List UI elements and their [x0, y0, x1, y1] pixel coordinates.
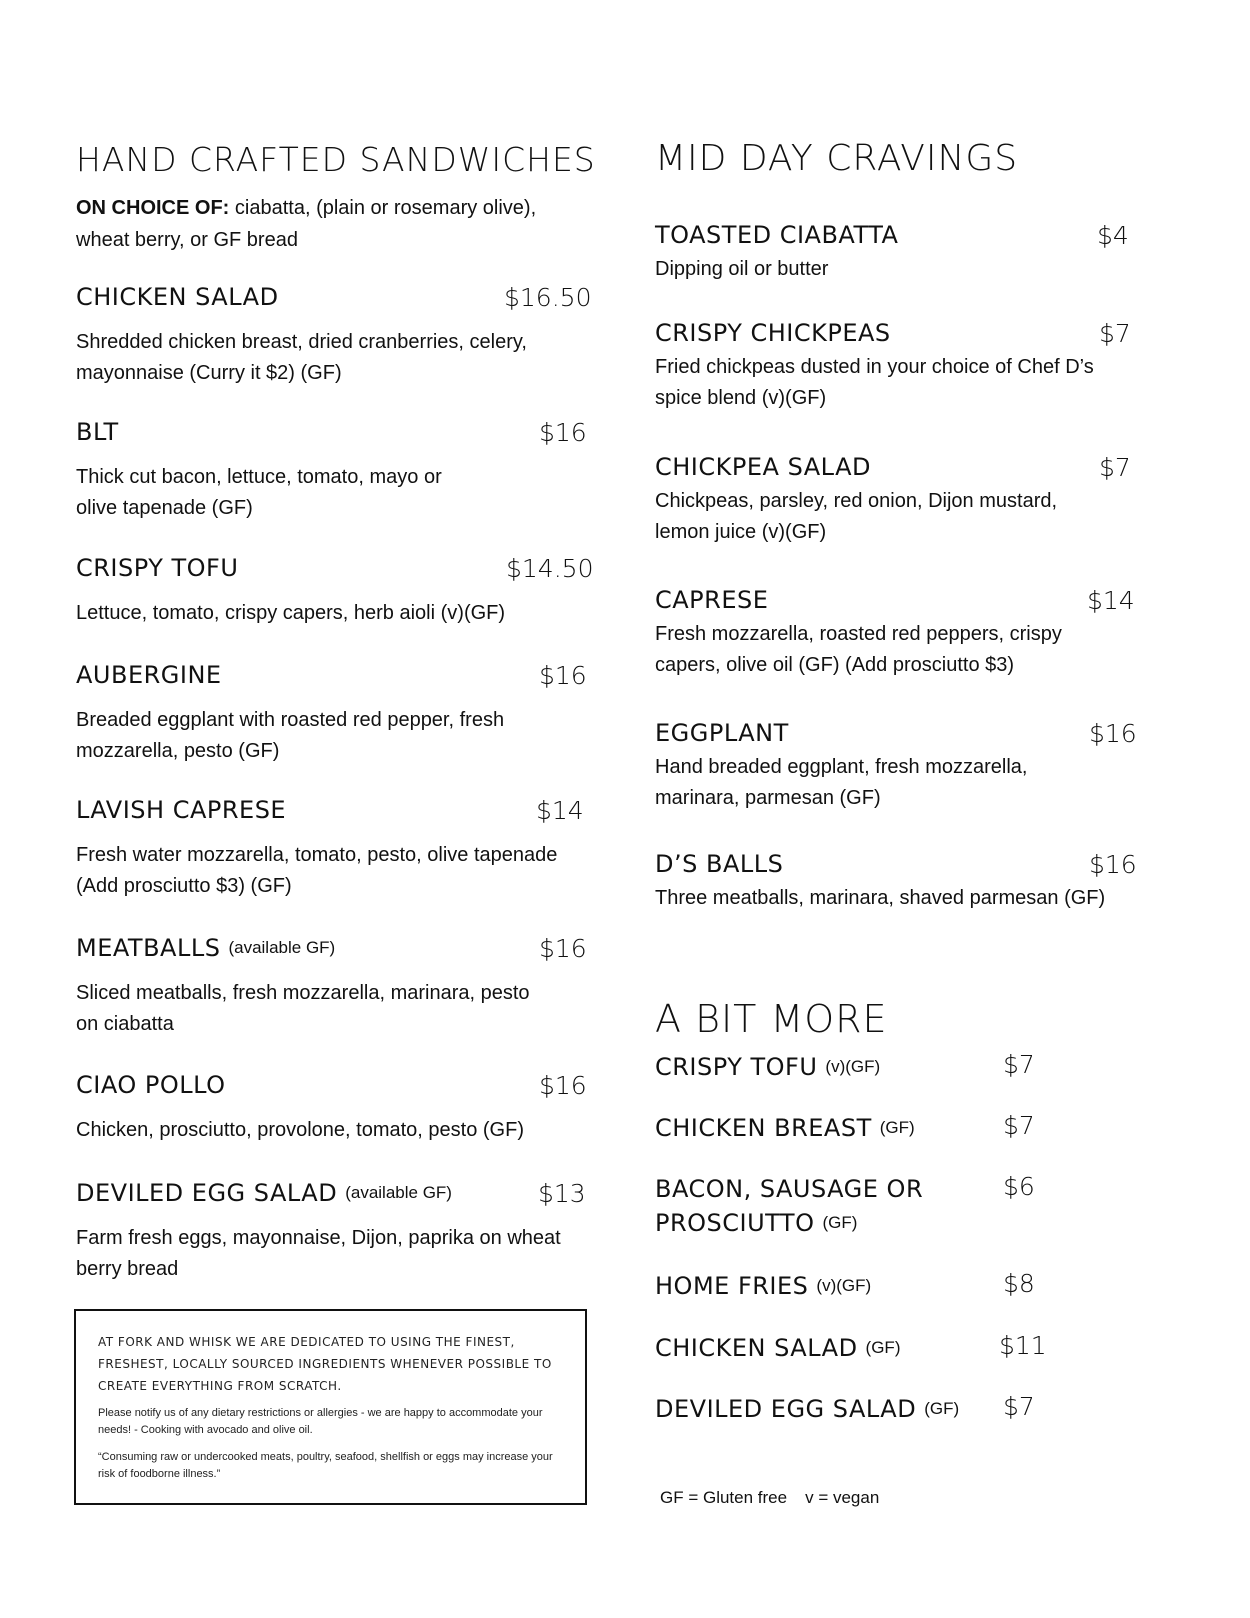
item-name	[655, 1269, 871, 1306]
item-description: Dipping oil or butter	[655, 258, 829, 280]
cravings-heading: MID DAY CRAVINGS	[655, 138, 1019, 179]
item-price: $16	[1089, 719, 1137, 748]
item-price: $14	[536, 796, 584, 825]
item-name	[655, 1172, 923, 1243]
item-price: $16	[539, 1071, 587, 1100]
item-note: (v)(GF)	[816, 1276, 872, 1295]
item-note: (GF)	[879, 1118, 915, 1137]
item-description: Fried chickpeas dusted in your choice of Chef D’s spice blend (v)(GF)	[655, 356, 1094, 409]
mission-statement: AT FORK AND WHISK WE ARE DEDICATED TO USING THE FINEST, FRESHEST, LOCALLY SOURCED INGREDIENTS WHENEVER POSSIBLE TO CREATE EVERYTHING FROM SCRATCH.	[98, 1335, 552, 1393]
item-name: LAVISH CAPRESE	[76, 796, 287, 824]
item-price: $16.50	[504, 283, 592, 312]
item-name: CIAO POLLO	[76, 1071, 226, 1099]
item-price: $7	[1003, 1392, 1035, 1421]
item-description: Three meatballs, marinara, shaved parmesan (GF)	[655, 887, 1106, 909]
item-name: AUBERGINE	[76, 661, 222, 689]
item-name	[76, 934, 335, 962]
item-description: Farm fresh eggs, mayonnaise, Dijon, paprika on wheat berry bread	[76, 1227, 561, 1280]
item-name-text: CHICKEN BREAST	[655, 1114, 872, 1142]
item-note: (GF)	[822, 1213, 858, 1232]
item-price: $6	[1003, 1172, 1035, 1201]
item-price: $14	[1087, 586, 1135, 615]
item-name: EGGPLANT	[655, 719, 789, 747]
item-price: $14.50	[506, 554, 594, 583]
item-price: $4	[1097, 221, 1129, 250]
item-note: (GF)	[924, 1399, 960, 1418]
item-price: $7	[1099, 453, 1131, 482]
item-price: $16	[1089, 850, 1137, 879]
item-name: CHICKEN SALAD	[76, 283, 279, 311]
legend-gluten-free: GF = Gluten free	[660, 1488, 788, 1507]
item-note: (v)(GF)	[825, 1057, 881, 1076]
item-description: Chicken, prosciutto, provolone, tomato, pesto (GF)	[76, 1119, 524, 1141]
item-price: $16	[539, 661, 587, 690]
intro-text: ciabatta, (plain or rosemary olive), wheat berry, or GF bread	[76, 197, 537, 251]
item-name	[655, 1050, 880, 1087]
item-price: $8	[1003, 1269, 1035, 1298]
item-name: CRISPY TOFU	[76, 554, 239, 582]
item-note: (available GF)	[345, 1183, 452, 1202]
item-description: Sliced meatballs, fresh mozzarella, marinara, pesto on ciabatta	[76, 982, 530, 1035]
item-name	[655, 1392, 959, 1429]
item-price: $7	[1099, 319, 1131, 348]
item-price: $13	[538, 1179, 586, 1208]
item-name: CHICKPEA SALAD	[655, 453, 871, 481]
item-price: $7	[1003, 1111, 1035, 1140]
item-description: Thick cut bacon, lettuce, tomato, mayo or olive tapenade (GF)	[76, 466, 442, 519]
sandwiches-heading: HAND CRAFTED SANDWICHES	[76, 140, 596, 179]
item-description: Hand breaded eggplant, fresh mozzarella, marinara, parmesan (GF)	[655, 756, 1028, 809]
item-description: Chickpeas, parsley, red onion, Dijon mustard, lemon juice (v)(GF)	[655, 490, 1058, 543]
item-name-text: CHICKEN SALAD	[655, 1334, 858, 1362]
item-price: $16	[539, 934, 587, 963]
item-name: BLT	[76, 418, 119, 446]
consumption-warning: “Consuming raw or undercooked meats, poultry, seafood, shellfish or eggs may increase your risk of foodborne illness.”	[98, 1451, 553, 1480]
item-description: Lettuce, tomato, crispy capers, herb aioli (v)(GF)	[76, 602, 506, 624]
legend-vegan: v = vegan	[805, 1488, 880, 1507]
intro-bold: ON CHOICE OF:	[76, 197, 230, 219]
item-name: CAPRESE	[655, 586, 769, 614]
item-name-text: HOME FRIES	[655, 1272, 809, 1300]
item-description: Fresh water mozzarella, tomato, pesto, olive tapenade (Add prosciutto $3) (GF)	[76, 844, 558, 897]
item-description: Fresh mozzarella, roasted red peppers, crispy capers, olive oil (GF) (Add prosciutto $3)	[655, 623, 1062, 676]
item-name-text: MEATBALLS	[76, 934, 221, 962]
bit-more-heading: A BIT MORE	[655, 997, 888, 1041]
item-name	[655, 1111, 915, 1148]
item-name	[76, 1179, 452, 1207]
allergy-notice: Please notify us of any dietary restrictions or allergies - we are happy to accommodate your needs! - Cooking with avocado and olive oil.	[98, 1407, 543, 1436]
item-price: $16	[539, 418, 587, 447]
item-note: (available GF)	[228, 938, 336, 957]
item-name-text-line2: PROSCIUTTO	[655, 1209, 815, 1237]
item-name-text: BACON, SAUSAGE OR	[655, 1175, 924, 1203]
item-name: D’S BALLS	[655, 850, 784, 878]
item-price: $11	[999, 1331, 1047, 1360]
item-name-text: DEVILED EGG SALAD	[76, 1179, 338, 1207]
item-price: $7	[1003, 1050, 1035, 1079]
dietary-legend	[660, 1488, 897, 1508]
item-name	[655, 1331, 900, 1368]
bread-choice-intro	[76, 192, 586, 256]
notice-box	[74, 1309, 587, 1505]
item-name: TOASTED CIABATTA	[655, 221, 899, 249]
item-name: CRISPY CHICKPEAS	[655, 319, 891, 347]
item-description: Shredded chicken breast, dried cranberries, celery, mayonnaise (Curry it $2) (GF)	[76, 331, 527, 384]
item-name-text: CRISPY TOFU	[655, 1053, 818, 1081]
item-description: Breaded eggplant with roasted red pepper, fresh mozzarella, pesto (GF)	[76, 709, 505, 762]
item-note: (GF)	[865, 1338, 901, 1357]
item-name-text: DEVILED EGG SALAD	[655, 1395, 917, 1423]
